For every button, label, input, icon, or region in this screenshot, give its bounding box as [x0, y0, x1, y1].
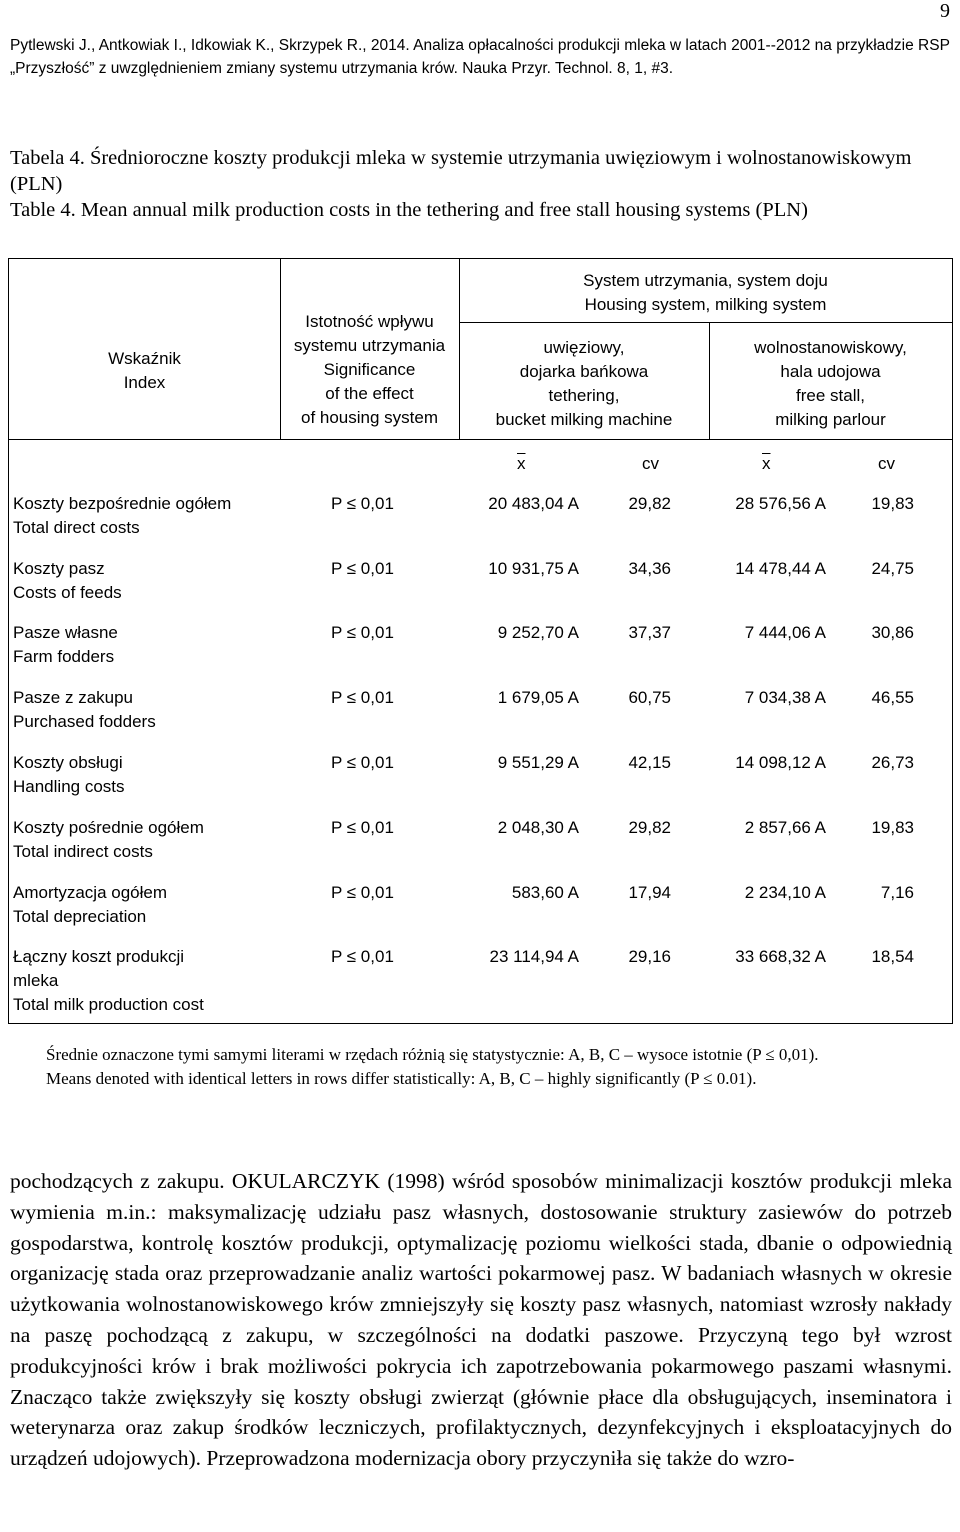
significance-value: P ≤ 0,01 — [331, 753, 394, 772]
cv-tethering: 29,82 — [628, 494, 671, 513]
cv-free-stall: 7,16 — [880, 883, 914, 902]
significance-value: P ≤ 0,01 — [331, 947, 394, 966]
cv-label: cv — [642, 454, 659, 473]
mean-tethering: 1 679,05 A — [497, 688, 579, 707]
cv-tethering: 37,37 — [628, 623, 671, 642]
mean-tethering: 23 114,94 A — [489, 947, 579, 966]
mean-free-stall: 7 444,06 A — [744, 623, 826, 642]
row-label: Amortyzacja ogółem Total depreciation — [13, 883, 168, 926]
row-label: Koszty obsługi Handling costs — [13, 753, 125, 796]
cv-free-stall: 18,54 — [871, 947, 914, 966]
index-header: Wskaźnik Index — [108, 349, 181, 392]
mean-free-stall: 2 857,66 A — [744, 818, 826, 837]
header-rule — [9, 439, 952, 440]
significance-value: P ≤ 0,01 — [331, 688, 394, 707]
mean-free-stall: 14 478,44 A — [735, 559, 826, 578]
cv-label: cv — [878, 454, 895, 473]
row-label: Koszty pasz Costs of feeds — [13, 559, 122, 602]
cv-free-stall: 26,73 — [871, 753, 914, 772]
body-paragraph: pochodzących z zakupu. OKULARCZYK (1998) wśród sposobów minimalizacji kosztów produkcji mleka wymienia m.in.: maksymalizację udziału pasz własnych, dostosowanie struktury zasiewów do potrzeb gospodarstwa, kontrolę kosztów produkcji, optymalizację poziomu wielkości stada, dbanie o odpowiednią organizację stada oraz przeprowadzanie analiz wartości pokarmowej pasz. W badaniach własnych w okresie użytkowania wolnostanowiskowego krów zmniejszyły się koszty pasz własnych, natomiast wzrosły nakłady na paszę pochodzącą z zakupu, w szczególności na dodatki paszowe. Przyczyną tego był wzrost produkcyjności krów i brak możliwości pokrycia ich zapotrzebowania pokarmowego paszami własnymi. Znacząco także zwiększyły się koszty obsługi zwierząt (głównie płace dla obsługujących, inseminatora i weterynarza oraz zakup środków leczniczych, profilaktycznych, dezynfekcyjnych i eksploatacyjnych do urządzeń udojowych). Przeprowadzona modernizacja obory przyczyniła się także do wzro- — [10, 1169, 952, 1471]
row-label: Koszty bezpośrednie ogółem Total direct costs — [13, 494, 232, 537]
significance-value: P ≤ 0,01 — [331, 559, 394, 578]
mean-free-stall: 33 668,32 A — [735, 947, 826, 966]
significance-header: Istotność wpływu systemu utrzymania Significance of the effect of housing system — [293, 312, 446, 427]
mean-tethering: 9 551,29 A — [497, 753, 579, 772]
housing-system-header: System utrzymania, system doju Housing system, milking system — [583, 271, 828, 314]
footnote-polish: Średnie oznaczone tymi samymi literami w rzędach różnią się statystycznie: A, B, C – wysoce istotnie (P ≤ 0,01). — [46, 1045, 819, 1064]
significance-value: P ≤ 0,01 — [331, 818, 394, 837]
significance-value: P ≤ 0,01 — [331, 623, 394, 642]
mean-tethering: 10 931,75 A — [488, 559, 579, 578]
cv-tethering: 42,15 — [628, 753, 671, 772]
row-label: Pasze z zakupu Purchased fodders — [13, 688, 156, 731]
cv-free-stall: 46,55 — [871, 688, 914, 707]
cv-tethering: 34,36 — [628, 559, 671, 578]
citation: Pytlewski J., Antkowiak I., Idkowiak K., Skrzypek R., 2014. Analiza opłacalności produkcji mleka w latach 2001--2012 na przykładzie RSP „Przyszłość” z uwzględnieniem zmiany systemu utrzymania krów. Nauka Przyr. Technol. 8, 1, #3. — [10, 37, 950, 77]
header-rule — [459, 322, 952, 323]
cv-free-stall: 24,75 — [871, 559, 914, 578]
cv-tethering: 60,75 — [628, 688, 671, 707]
tethering-header: uwięziowy, dojarka bańkowa tethering, bucket milking machine — [495, 338, 673, 429]
significance-value: P ≤ 0,01 — [331, 494, 394, 513]
free-stall-header: wolnostanowiskowy, hala udojowa free stall, milking parlour — [754, 338, 907, 429]
mean-tethering: 583,60 A — [511, 883, 579, 902]
mean-label: $\overline{x}$ — [517, 454, 526, 473]
caption-english: Table 4. Mean annual milk production costs in the tethering and free stall housing systems (PLN) — [10, 199, 808, 221]
mean-free-stall: 2 234,10 A — [744, 883, 826, 902]
significance-value: P ≤ 0,01 — [331, 883, 394, 902]
cv-free-stall: 19,83 — [871, 818, 914, 837]
row-label: Pasze własne Farm fodders — [13, 623, 118, 666]
mean-tethering: 9 252,70 A — [497, 623, 579, 642]
cv-tethering: 29,16 — [628, 947, 671, 966]
cv-free-stall: 19,83 — [871, 494, 914, 513]
cv-free-stall: 30,86 — [871, 623, 914, 642]
table-footnote — [10, 1043, 954, 1091]
mean-tethering: 2 048,30 A — [497, 818, 579, 837]
mean-tethering: 20 483,04 A — [488, 494, 579, 513]
mean-label: $\overline{x}$ — [762, 454, 771, 473]
mean-free-stall: 28 576,56 A — [735, 494, 826, 513]
mean-free-stall: 14 098,12 A — [735, 753, 826, 772]
row-label: Koszty pośrednie ogółem Total indirect costs — [13, 818, 204, 861]
cv-tethering: 17,94 — [628, 883, 671, 902]
caption-polish: Tabela 4. Średnioroczne koszty produkcji mleka w systemie utrzymania uwięziowym i wolnostanowiskowym (PLN) — [10, 147, 912, 195]
page-number: 9 — [940, 0, 950, 22]
cost-table — [8, 258, 953, 1024]
row-label: Łączny koszt produkcji mleka Total milk production cost — [13, 947, 204, 1014]
table-caption — [10, 145, 954, 223]
mean-free-stall: 7 034,38 A — [744, 688, 826, 707]
cv-tethering: 29,82 — [628, 818, 671, 837]
footnote-english: Means denoted with identical letters in rows differ statistically: A, B, C – highly significantly (P ≤ 0.01). — [46, 1069, 757, 1088]
